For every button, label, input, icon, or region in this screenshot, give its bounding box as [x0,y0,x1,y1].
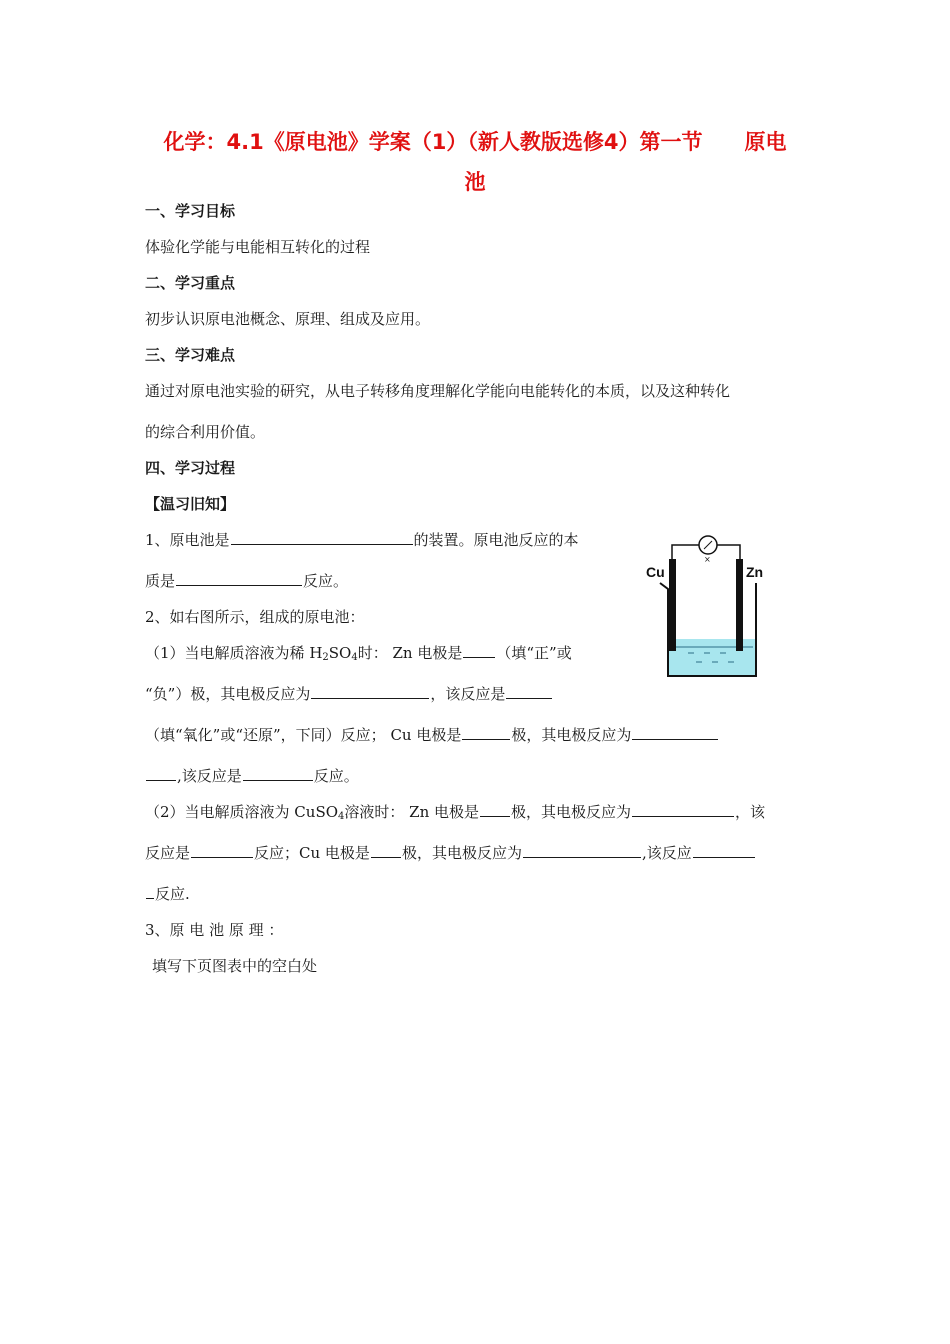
answer-blank[interactable] [632,724,718,740]
answer-blank[interactable] [523,842,641,858]
title-line-2: 池 [464,170,486,194]
answer-blank[interactable] [632,801,734,817]
question-2-line-4: ,该反应是 反应。 [145,765,359,787]
galvanic-cell-diagram [640,525,790,695]
question-2-line-1: （1）当电解质溶液为稀 $H_2SO_4$时： Zn 电极是 （填“正”或 [145,644,572,663]
review-heading: 【温习旧知】 [145,495,236,513]
question-1-line-1: 1、原电池是 的装置。原电池反应的本 [145,531,579,549]
cu-label: Cu [646,564,665,580]
answer-blank[interactable] [480,801,510,817]
zn-label: Zn [746,564,764,580]
answer-blank[interactable] [146,765,176,781]
answer-blank[interactable] [693,842,755,858]
section-text-difficulty-1: 通过对原电池实验的研究，从电子转移角度理解化学能向电能转化的本质，以及这种转化 [145,382,731,400]
question-2-intro: 2、如右图所示，组成的原电池： [145,608,365,626]
section-text-difficulty-2: 的综合利用价值。 [145,423,266,441]
question-2-line-6: 反应是 反应；Cu 电极是 极，其电极反应为 ,该反应 [145,842,756,864]
cu-electrode [669,559,676,651]
question-2-line-7: 反应. [145,883,190,905]
answer-blank[interactable] [243,765,313,781]
question-1-line-2: 质是 反应。 [145,572,349,590]
question-2-line-5: （2）当电解质溶液为 CuSO$_4$溶液时： Zn 电极是 极，其电极反应为 ，该 [145,803,766,822]
question-2-line-3: （填“氧化”或“还原”，下同）反应； Cu 电极是 极，其电极反应为 [145,724,719,746]
meter-mark: × [704,555,711,564]
answer-blank[interactable] [231,529,413,545]
section-text-goals: 体验化学能与电能相互转化的过程 [145,238,371,256]
page-title [140,122,810,202]
zn-electrode [736,559,743,651]
answer-blank[interactable] [146,883,154,899]
question-3-instruction: 填写下页图表中的空白处 [152,957,318,975]
question-3-line: 3、原 电 池 原 理 ： [145,921,284,939]
section-heading-process: 四、学习过程 [145,459,236,477]
section-heading-focus: 二、学习重点 [145,274,236,292]
answer-blank[interactable] [191,842,253,858]
title-line-1: 化学：4.1《原电池》学案（1）（新人教版选修4）第一节 原电 [163,130,787,154]
answer-blank[interactable] [462,724,510,740]
answer-blank[interactable] [463,642,495,658]
question-2-line-2: “负”）极，其电极反应为 ，该反应是 [145,683,553,705]
section-text-focus: 初步认识原电池概念、原理、组成及应用。 [145,310,431,328]
section-heading-goals: 一、学习目标 [145,202,236,220]
wire-left [672,545,699,567]
section-heading-difficulty: 三、学习难点 [145,346,236,364]
answer-blank[interactable] [311,683,429,699]
answer-blank[interactable] [506,683,552,699]
answer-blank[interactable] [371,842,401,858]
answer-blank[interactable] [176,570,302,586]
